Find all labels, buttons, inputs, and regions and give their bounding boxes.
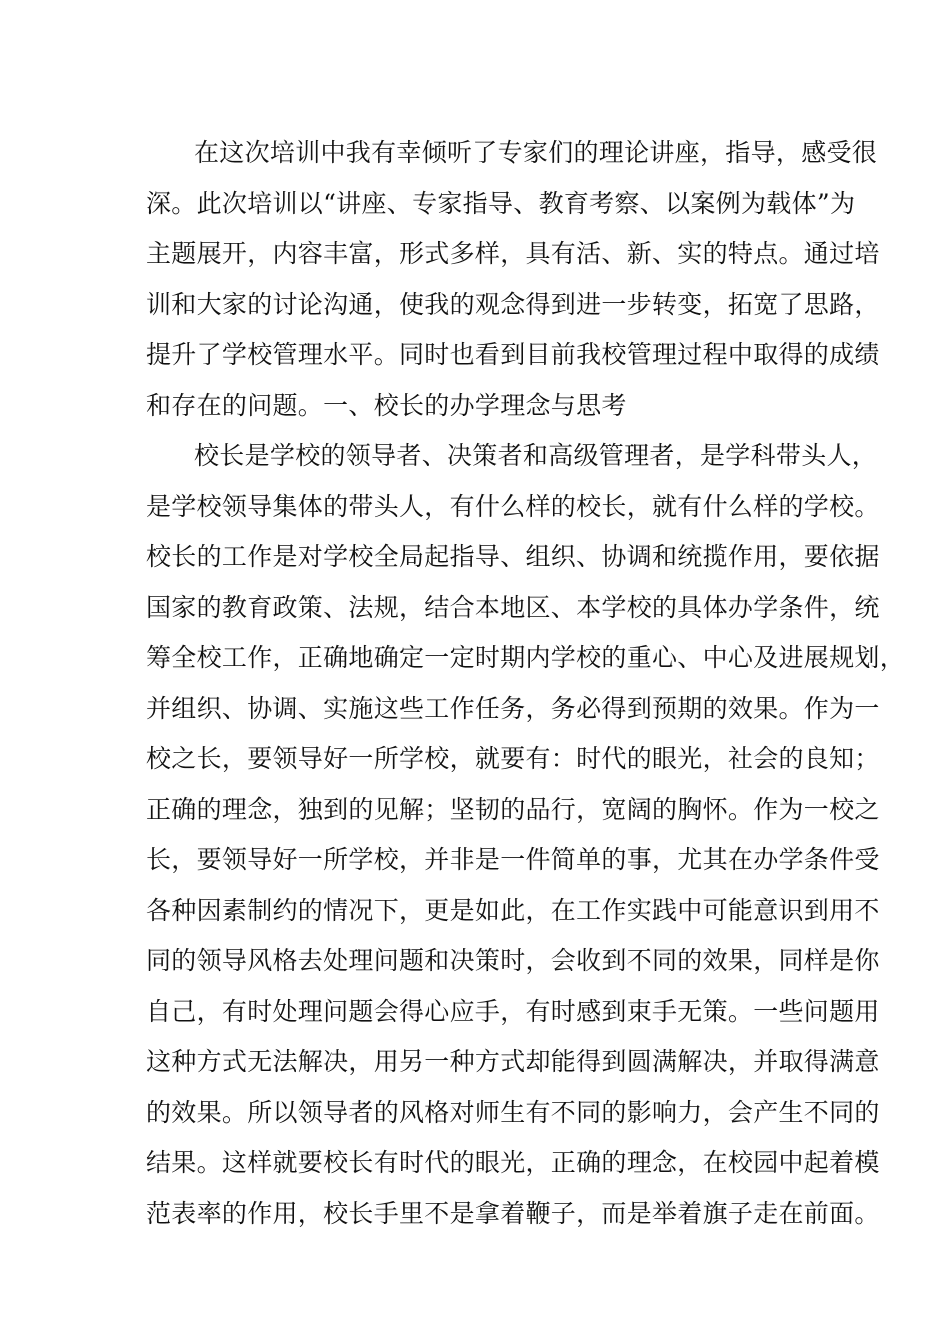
paragraph-line: 并组织、协调、实施这些工作任务，务必得到预期的效果。作为一 bbox=[146, 693, 880, 723]
paragraph-line: 校长的工作是对学校全局起指导、组织、协调和统揽作用，要依据 bbox=[146, 542, 880, 571]
document-body bbox=[146, 128, 906, 1239]
paragraph-line: 各种因素制约的情况下，更是如此，在工作实践中可能意识到用不 bbox=[146, 895, 880, 925]
paragraph-line: 和存在的问题。一、校长的办学理念与思考 bbox=[146, 390, 627, 420]
paragraph-1 bbox=[146, 128, 880, 431]
paragraph-line: 范表率的作用，校长手里不是拿着鞭子，而是举着旗子走在前面。 bbox=[146, 1198, 880, 1228]
paragraph-line: 的效果。所以领导者的风格对师生有不同的影响力，会产生不同的 bbox=[146, 1097, 880, 1127]
paragraph-line: 校之长，要领导好一所学校，就要有：时代的眼光，社会的良知； bbox=[146, 744, 880, 773]
paragraph-2 bbox=[146, 431, 906, 1239]
paragraph-line: 是学校领导集体的带头人，有什么样的校长，就有什么样的学校。 bbox=[146, 491, 880, 521]
paragraph-line: 深。此次培训以“讲座、专家指导、教育考察、以案例为载体”为 bbox=[146, 188, 856, 218]
paragraph-line: 结果。这样就要校长有时代的眼光，正确的理念，在校园中起着模 bbox=[146, 1148, 880, 1177]
paragraph-line: 长，要领导好一所学校，并非是一件简单的事，尤其在办学条件受 bbox=[146, 845, 880, 874]
paragraph-line: 主题展开，内容丰富，形式多样，具有活、新、实的特点。通过培 bbox=[146, 239, 880, 268]
paragraph-line: 国家的教育政策、法规，结合本地区、本学校的具体办学条件，统 bbox=[146, 592, 880, 622]
paragraph-line: 校长是学校的领导者、决策者和高级管理者，是学科带头人， bbox=[194, 441, 878, 470]
paragraph-line: 同的领导风格去处理问题和决策时，会收到不同的效果，同样是你 bbox=[146, 946, 880, 975]
paragraph-line: 提升了学校管理水平。同时也看到目前我校管理过程中取得的成绩 bbox=[146, 340, 880, 369]
paragraph-line: 正确的理念，独到的见解；坚韧的品行，宽阔的胸怀。作为一校之 bbox=[146, 794, 880, 824]
paragraph-line: 这种方式无法解决，用另一种方式却能得到圆满解决，并取得满意 bbox=[146, 1047, 880, 1076]
paragraph-line: 训和大家的讨论沟通，使我的观念得到进一步转变，拓宽了思路， bbox=[146, 289, 880, 319]
paragraph-line: 筹全校工作，正确地确定一定时期内学校的重心、中心及进展规划， bbox=[146, 643, 906, 672]
paragraph-line: 在这次培训中我有幸倾听了专家们的理论讲座，指导，感受很 bbox=[194, 138, 878, 167]
paragraph-line: 自己，有时处理问题会得心应手，有时感到束手无策。一些问题用 bbox=[146, 996, 880, 1026]
